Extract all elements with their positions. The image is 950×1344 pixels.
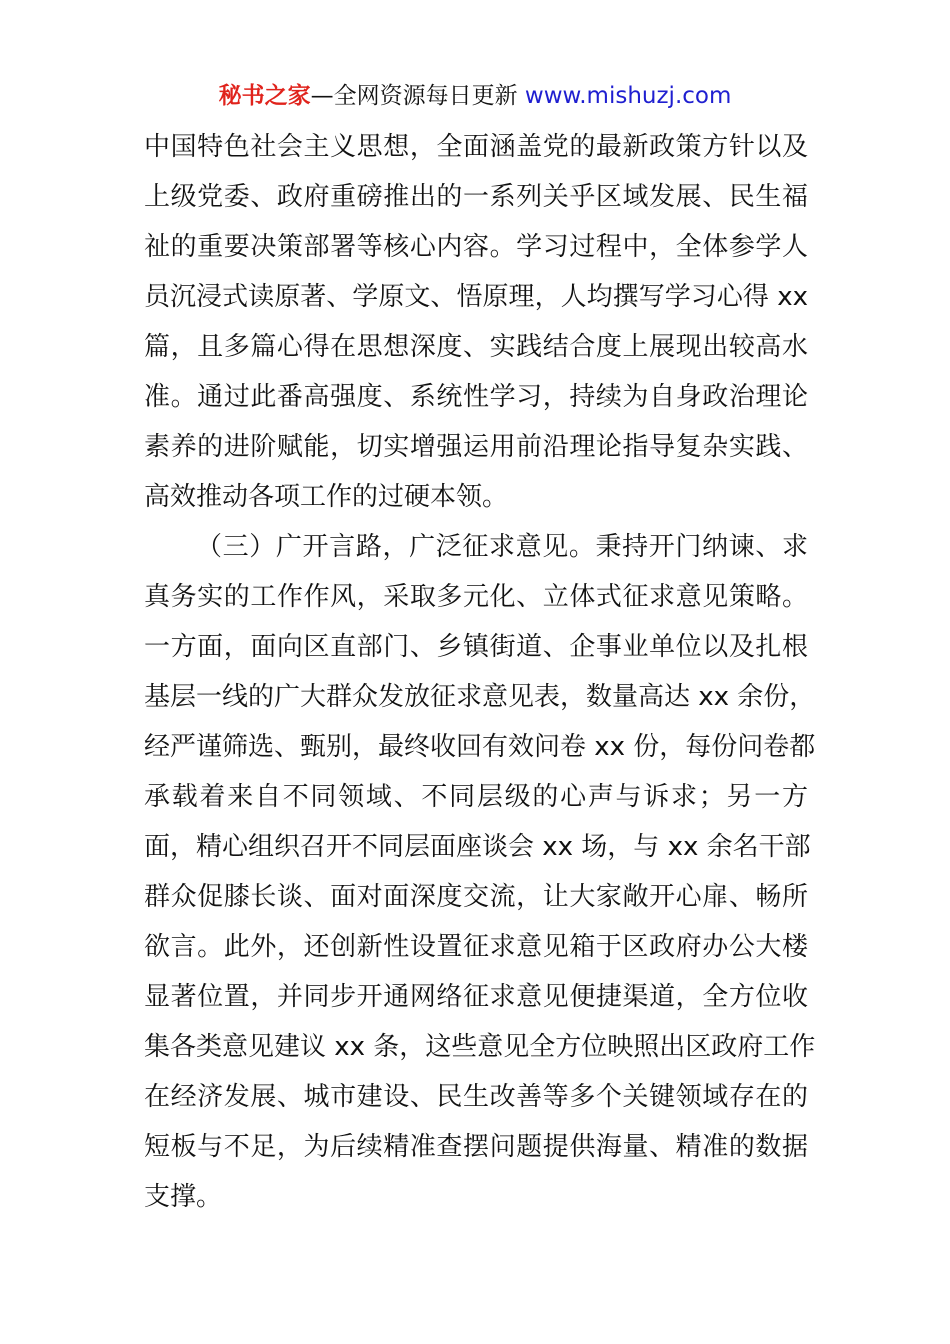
text-line: 集各类意见建议 xx 条，这些意见全方位映照出区政府工作 (144, 1032, 816, 1062)
paragraph-2 (144, 522, 816, 1222)
text-line: 篇，且多篇心得在思想深度、实践结合度上展现出较高水 (144, 332, 808, 362)
text-line: 群众促膝长谈、面对面深度交流，让大家敞开心扉、畅所 (144, 882, 808, 912)
document-body (144, 122, 816, 1222)
text-line: 一方面，面向区直部门、乡镇街道、企事业单位以及扎根 (144, 632, 808, 662)
site-tagline: —全网资源每日更新 (310, 83, 525, 109)
paragraph-1 (144, 122, 808, 522)
text-line: 中国特色社会主义思想，全面涵盖党的最新政策方针以及 (144, 132, 808, 162)
text-line: 在经济发展、城市建设、民生改善等多个关键领域存在的 (144, 1082, 808, 1112)
site-brand: 秘书之家 (218, 83, 311, 109)
text-line: 准。通过此番高强度、系统性学习，持续为自身政治理论 (144, 382, 808, 412)
text-line: 面，精心组织召开不同层面座谈会 xx 场，与 xx 余名干部 (144, 832, 811, 862)
text-line: 真务实的工作作风，采取多元化、立体式征求意见策略。 (144, 582, 808, 612)
text-line: 祉的重要决策部署等核心内容。学习过程中，全体参学人 (144, 232, 808, 262)
text-line: 承载着来自不同领域、不同层级的心声与诉求；另一方 (144, 782, 808, 812)
section-heading-line: （三）广开言路，广泛征求意见。秉持开门纳谏、求 (196, 532, 808, 562)
text-line: 素养的进阶赋能，切实增强运用前沿理论指导复杂实践、 (144, 432, 808, 462)
text-line: 显著位置，并同步开通网络征求意见便捷渠道，全方位收 (144, 982, 808, 1012)
text-line: 基层一线的广大群众发放征求意见表，数量高达 xx 余份， (144, 682, 816, 712)
text-line: 高效推动各项工作的过硬本领。 (144, 482, 509, 512)
text-line: 短板与不足，为后续精准查摆问题提供海量、精准的数据 (144, 1132, 808, 1162)
site-url-link[interactable]: www.mishuzj.com (524, 83, 732, 109)
text-line: 经严谨筛选、甄别，最终收回有效问卷 xx 份，每份问卷都 (144, 732, 816, 762)
text-line: 上级党委、政府重磅推出的一系列关乎区域发展、民生福 (144, 182, 808, 212)
text-line: 欲言。此外，还创新性设置征求意见箱于区政府办公大楼 (144, 932, 808, 962)
page-header (0, 80, 950, 112)
text-line: 员沉浸式读原著、学原文、悟原理，人均撰写学习心得 xx (144, 282, 808, 312)
text-line: 支撑。 (144, 1182, 223, 1212)
